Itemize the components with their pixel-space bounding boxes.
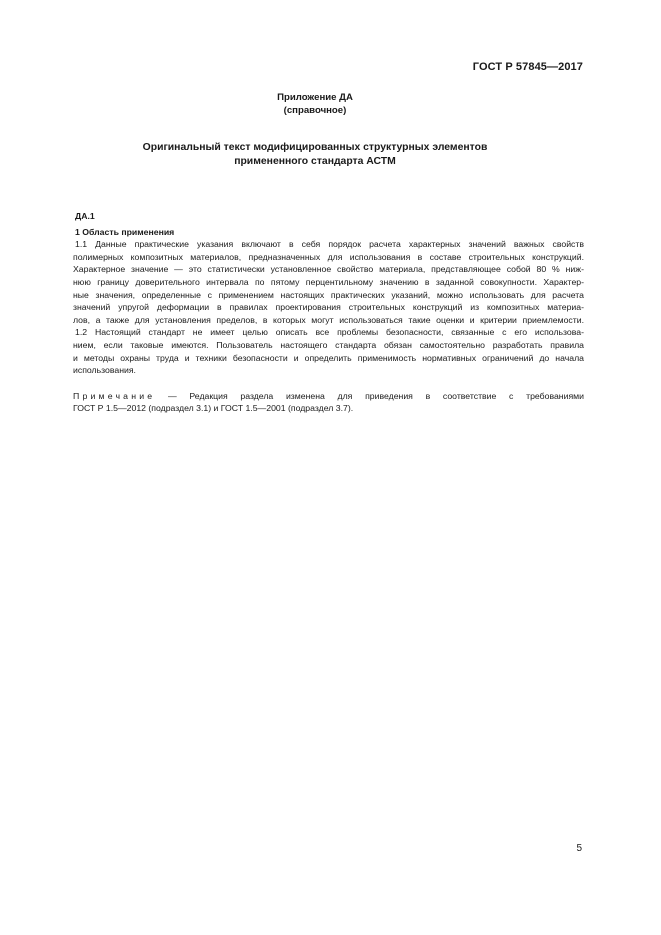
appendix-heading	[0, 91, 630, 117]
section-content	[75, 210, 584, 415]
paragraph-line: и методы охраны труда и техники безопасности и определить применимость нормативных ограничений до начала	[73, 352, 584, 363]
note-label: Примечание	[73, 390, 156, 401]
paragraph-line: значений упругой деформации в правилах проектирования строительных конструкций из композитных материа-	[73, 302, 584, 313]
main-title-line-1: Оригинальный текст модифицированных структурных элементов	[142, 142, 488, 153]
main-title	[0, 141, 630, 168]
appendix-subtitle: (справочное)	[283, 105, 347, 116]
main-title-line-2: примененного стандарта АСТМ	[234, 155, 396, 167]
paragraph-1-1	[73, 238, 584, 326]
page-number: 5	[576, 843, 582, 854]
paragraph-line: нием, если таковые имеются. Пользователь настоящего стандарта обязан самостоятельно разработать правила	[73, 339, 584, 350]
paragraph-line: использования.	[73, 365, 136, 376]
paragraph-line: 1.2 Настоящий стандарт не имеет целью описать все проблемы безопасности, связанные с его использова-	[75, 327, 584, 338]
paragraph-line: лов, а также для установления пределов, в которых могут использоваться такие оценки и критерии приемлемости.	[73, 314, 584, 325]
paragraph-line: Характерное значение — это статистически установленное свойство материала, представляющее собой 80 % ниж-	[73, 264, 584, 275]
paragraph-line: полимерных композитных материалов, предназначенных для использования в составе строительных конструкций.	[73, 251, 584, 262]
paragraph-line: ные значения, определенные с применением настоящих практических указаний, можно использовать для расчета	[73, 289, 584, 300]
paragraph-line: нюю границу доверительного интервала по пятому перцентильному значению в заданной совокупности. Характер-	[73, 276, 584, 287]
document-code: ГОСТ Р 57845—2017	[472, 61, 583, 73]
appendix-title: Приложение ДА	[277, 92, 353, 103]
paragraph-1-2	[73, 326, 584, 376]
note-line-2: ГОСТ Р 1.5—2012 (подраздел 3.1) и ГОСТ 1.5—2001 (подраздел 3.7).	[73, 403, 354, 414]
note-block	[73, 390, 584, 415]
note-text: — Редакция раздела изменена для приведения в соответствие с требованиями	[168, 390, 584, 401]
section-number: ДА.1	[75, 211, 95, 221]
note-line-1	[73, 390, 584, 403]
paragraph-line: 1.1 Данные практические указания включают в себя порядок расчета характерных значений важных свойств	[75, 239, 584, 250]
section-title: 1 Область применения	[75, 226, 175, 237]
